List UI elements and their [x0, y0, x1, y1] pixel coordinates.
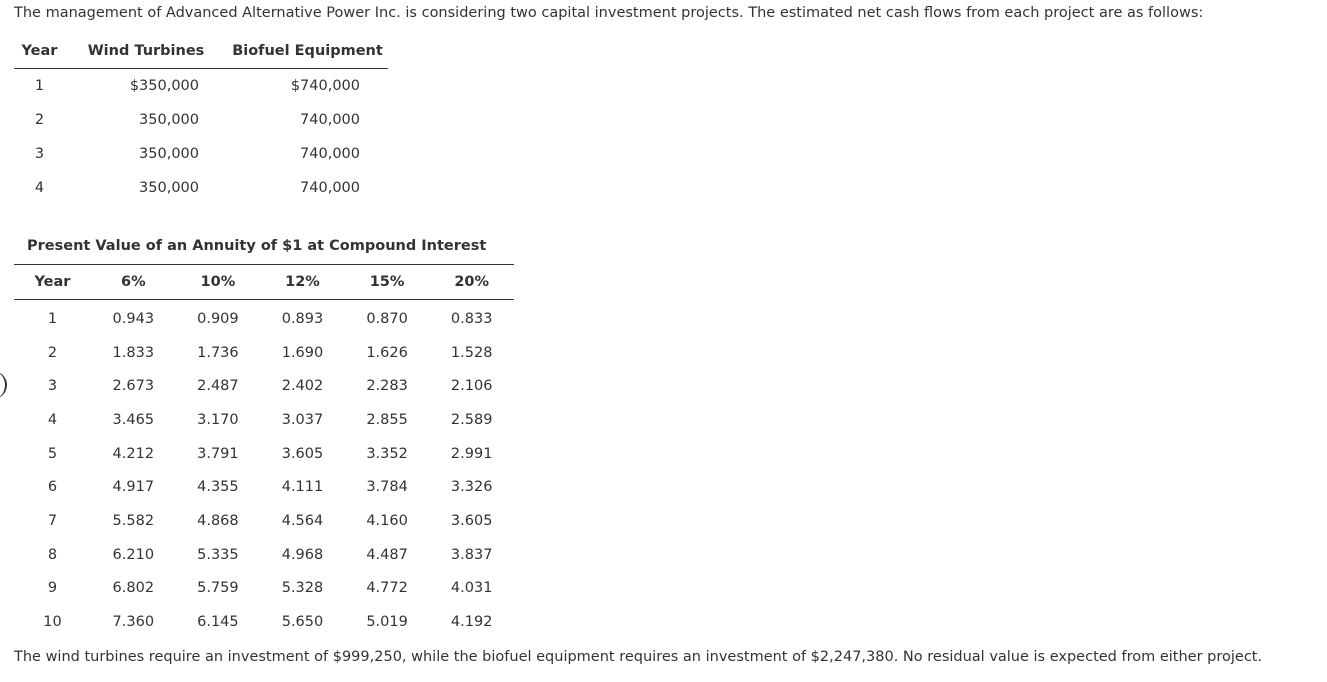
table-row — [14, 137, 388, 171]
pv-cell: 3.791 — [197, 445, 239, 462]
pv-cell: 3.326 — [450, 479, 493, 496]
annuity-header-row — [14, 265, 514, 300]
wind-turbines-cell: 350,000 — [139, 112, 199, 128]
pv-cell: 5.582 — [112, 512, 155, 529]
annuity-table-title: Present Value of an Annuity of $1 at Compound Interest — [27, 238, 487, 254]
pv-cell: 5.019 — [366, 614, 408, 631]
wind-turbines-cell: 350,000 — [139, 146, 199, 162]
year-cell: 9 — [47, 580, 58, 597]
cash-flow-table — [14, 34, 388, 205]
cash-flow-header-row — [14, 34, 388, 69]
pv-cell: 1.528 — [450, 344, 493, 361]
table-row — [14, 605, 514, 639]
closing-paragraph: The wind turbines require an investment of $999,250, while the biofuel equipment requires an investment of $2,247,380. No residual value is expected from either project. — [14, 649, 1263, 665]
year-cell: 2 — [34, 112, 45, 128]
pv-cell: 4.868 — [197, 512, 239, 529]
table-row — [14, 369, 514, 403]
pv-cell: 2.283 — [366, 378, 408, 395]
pv-cell: 3.784 — [366, 479, 408, 496]
table-row — [14, 300, 514, 336]
partial-bracket-mark — [0, 371, 7, 399]
pv-cell: 4.031 — [450, 580, 493, 597]
table-row — [14, 403, 514, 437]
pv-cell: 6.210 — [112, 546, 155, 563]
header-rate-20: 20% — [429, 265, 514, 300]
header-year: Year — [14, 265, 91, 300]
pv-cell: 3.605 — [450, 512, 493, 529]
year-cell: 10 — [43, 614, 62, 631]
header-wind-turbines: Wind Turbines — [65, 34, 227, 69]
pv-cell: 3.465 — [112, 411, 155, 428]
year-cell: 6 — [47, 479, 58, 496]
pv-cell: 0.833 — [450, 310, 493, 327]
pv-cell: 3.352 — [366, 445, 408, 462]
header-rate-15: 15% — [345, 265, 430, 300]
pv-cell: 6.145 — [197, 614, 239, 631]
pv-cell: 2.487 — [197, 378, 239, 395]
annuity-table — [14, 265, 514, 639]
table-row — [14, 103, 388, 137]
pv-cell: 4.772 — [366, 580, 408, 597]
pv-cell: 2.402 — [281, 378, 324, 395]
header-year: Year — [14, 34, 65, 69]
pv-cell: 6.802 — [112, 580, 155, 597]
biofuel-equipment-cell: 740,000 — [300, 112, 360, 128]
pv-cell: 2.855 — [366, 411, 408, 428]
pv-cell: 2.589 — [450, 411, 493, 428]
table-row — [14, 572, 514, 606]
table-row — [14, 437, 514, 471]
pv-cell: 1.736 — [197, 344, 239, 361]
table-row — [14, 470, 514, 504]
year-cell: 4 — [47, 411, 58, 428]
pv-cell: 4.355 — [197, 479, 239, 496]
wind-turbines-cell: $350,000 — [129, 78, 199, 94]
pv-cell: 3.837 — [450, 546, 493, 563]
pv-cell: 4.160 — [366, 512, 408, 529]
pv-cell: 0.870 — [366, 310, 408, 327]
header-rate-10: 10% — [176, 265, 261, 300]
year-cell: 4 — [34, 180, 45, 196]
pv-cell: 2.106 — [450, 378, 493, 395]
intro-paragraph: The management of Advanced Alternative Power Inc. is considering two capital investment projects. The estimated net cash flows from each project are as follows: — [14, 5, 1204, 21]
header-rate-6: 6% — [91, 265, 176, 300]
table-row — [14, 538, 514, 572]
year-cell: 8 — [47, 546, 58, 563]
year-cell: 5 — [47, 445, 58, 462]
pv-cell: 0.943 — [112, 310, 155, 327]
pv-cell: 1.626 — [366, 344, 408, 361]
biofuel-equipment-cell: 740,000 — [300, 180, 360, 196]
pv-cell: 4.192 — [450, 614, 493, 631]
biofuel-equipment-cell: 740,000 — [300, 146, 360, 162]
pv-cell: 5.335 — [197, 546, 239, 563]
pv-cell: 5.328 — [281, 580, 324, 597]
pv-cell: 3.170 — [197, 411, 239, 428]
biofuel-equipment-cell: $740,000 — [290, 78, 360, 94]
pv-cell: 4.917 — [112, 479, 155, 496]
pv-cell: 2.991 — [450, 445, 493, 462]
pv-cell: 1.833 — [112, 344, 155, 361]
pv-cell: 1.690 — [281, 344, 324, 361]
pv-cell: 2.673 — [112, 378, 155, 395]
table-row — [14, 504, 514, 538]
year-cell: 7 — [47, 512, 58, 529]
header-rate-12: 12% — [260, 265, 345, 300]
pv-cell: 3.037 — [281, 411, 324, 428]
table-row — [14, 336, 514, 370]
pv-cell: 3.605 — [281, 445, 324, 462]
year-cell: 2 — [47, 344, 58, 361]
pv-cell: 0.893 — [281, 310, 324, 327]
year-cell: 1 — [34, 78, 45, 94]
year-cell: 3 — [47, 378, 58, 395]
year-cell: 1 — [47, 310, 58, 327]
pv-cell: 0.909 — [197, 310, 239, 327]
table-row — [14, 69, 388, 104]
table-row — [14, 171, 388, 205]
pv-cell: 5.650 — [281, 614, 324, 631]
pv-cell: 4.487 — [366, 546, 408, 563]
pv-cell: 4.564 — [281, 512, 324, 529]
pv-cell: 4.968 — [281, 546, 324, 563]
header-biofuel-equipment: Biofuel Equipment — [227, 34, 388, 69]
wind-turbines-cell: 350,000 — [139, 180, 199, 196]
pv-cell: 7.360 — [112, 614, 155, 631]
pv-cell: 4.212 — [112, 445, 155, 462]
pv-cell: 4.111 — [281, 479, 324, 496]
year-cell: 3 — [34, 146, 45, 162]
pv-cell: 5.759 — [197, 580, 239, 597]
